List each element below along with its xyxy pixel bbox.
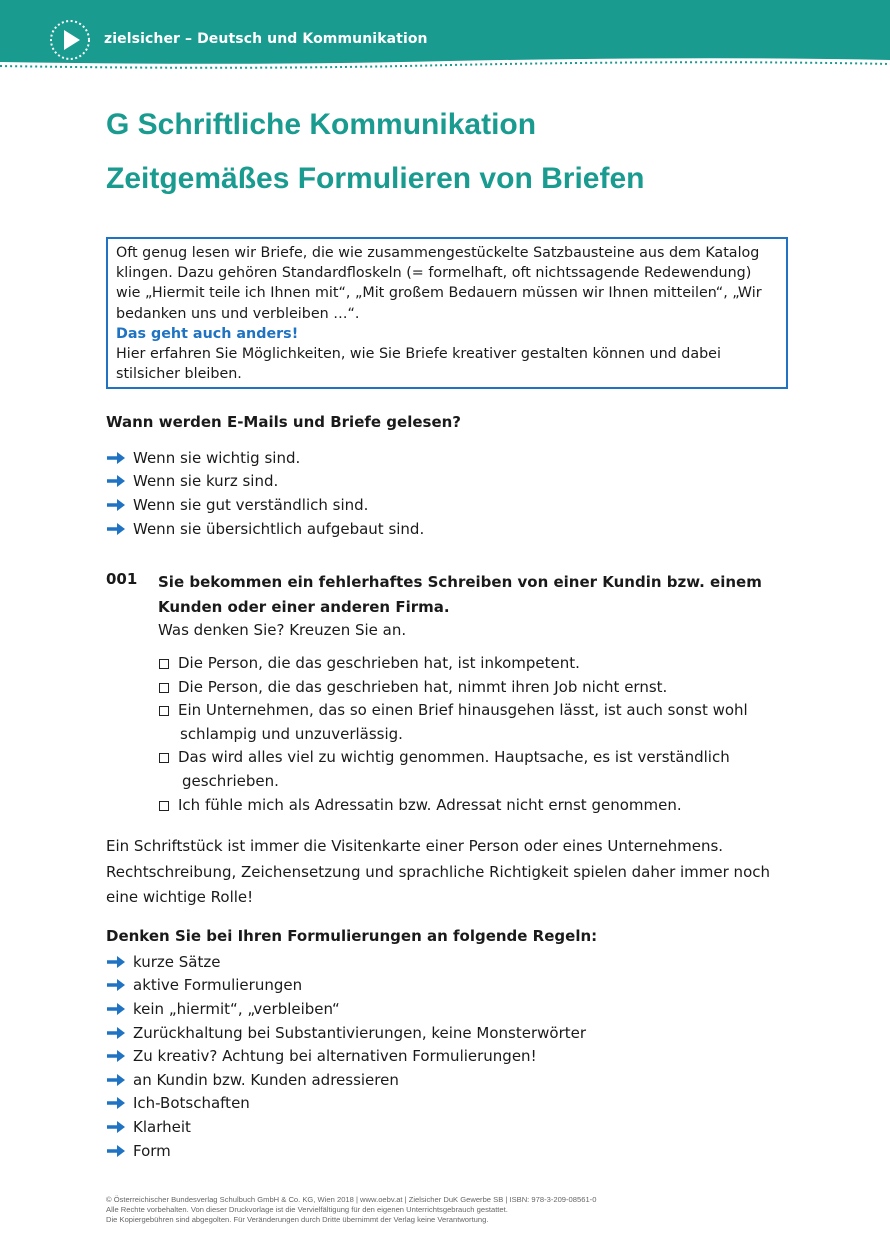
- footer-rights: Alle Rechte vorbehalten. Von dieser Druckvorlage ist die Vervielfältigung für den eigenen Unterrichtsgebrauch gestattet.: [106, 1205, 508, 1214]
- intro-box: [106, 237, 788, 389]
- list-item: kein „hiermit“, „verbleiben“: [106, 997, 586, 1021]
- statement-paragraph: Ein Schriftstück ist immer die Visitenkarte einer Person oder eines Unternehmens. Rechtschreibung, Zeichensetzung und sprachliche Richtigkeit spielen daher immer noch eine wichtige Rolle!: [106, 837, 770, 906]
- rules-list: [106, 950, 586, 1162]
- list-item: Wenn sie übersichtlich aufgebaut sind.: [106, 517, 424, 541]
- arrow-right-icon: [106, 451, 126, 465]
- arrow-right-icon: [106, 955, 126, 969]
- footer: [106, 1195, 806, 1225]
- arrow-right-icon: [106, 498, 126, 512]
- list-item: an Kundin bzw. Kunden adressieren: [106, 1068, 586, 1092]
- list-item: Zu kreativ? Achtung bei alternativen Formulierungen!: [106, 1044, 586, 1068]
- arrow-right-icon: [106, 474, 126, 488]
- footer-disclaimer: Die Kopiergebühren sind abgegolten. Für Veränderungen durch Dritte übernimmt der Verlag keine Verantwortung.: [106, 1215, 489, 1224]
- list-item: aktive Formulierungen: [106, 974, 586, 998]
- task-title: Sie bekommen ein fehlerhaftes Schreiben von einer Kundin bzw. einem Kunden oder einer anderen Firma.: [158, 573, 762, 616]
- option-item[interactable]: Die Person, die das geschrieben hat, nimmt ihren Job nicht ernst.: [158, 676, 778, 700]
- arrow-right-icon: [106, 1002, 126, 1016]
- arrow-right-icon: [106, 1026, 126, 1040]
- chapter-title: G Schriftliche Kommunikation: [106, 108, 537, 141]
- reading-list: [106, 446, 424, 540]
- list-item: Zurückhaltung bei Substantivierungen, keine Monsterwörter: [106, 1021, 586, 1045]
- option-item[interactable]: Ich fühle mich als Adressatin bzw. Adressat nicht ernst genommen.: [158, 794, 778, 818]
- list-item: kurze Sätze: [106, 950, 586, 974]
- reading-heading: Wann werden E-Mails und Briefe gelesen?: [106, 413, 461, 431]
- intro-closing: Hier erfahren Sie Möglichkeiten, wie Sie Briefe kreativer gestalten können und dabei stilsicher bleiben.: [116, 346, 721, 383]
- task-instruction: Was denken Sie? Kreuzen Sie an.: [158, 621, 407, 639]
- intro-highlight: Das geht auch anders!: [116, 325, 299, 342]
- arrow-right-icon: [106, 522, 126, 536]
- arrow-right-icon: [106, 1144, 126, 1158]
- list-item: Wenn sie wichtig sind.: [106, 446, 424, 470]
- footer-copyright: © Österreichischer Bundesverlag Schulbuch GmbH & Co. KG, Wien 2018 | www.oebv.at | Zielsicher DuK Gewerbe SB | ISBN: 978-3-209-08561-0: [106, 1195, 597, 1204]
- play-circle-icon: [49, 19, 91, 61]
- list-item: Wenn sie kurz sind.: [106, 470, 424, 494]
- arrow-right-icon: [106, 1120, 126, 1134]
- option-item[interactable]: Ein Unternehmen, das so einen Brief hinausgehen lässt, ist auch sonst wohl schlampig und unzuverlässig.: [158, 699, 778, 746]
- arrow-right-icon: [106, 1096, 126, 1110]
- checkbox-icon[interactable]: [159, 753, 169, 763]
- intro-paragraph: Oft genug lesen wir Briefe, die wie zusammengestückelte Satzbausteine aus dem Katalog klingen. Dazu gehören Standardfloskeln (= formelhaft, oft nichtssagende Redewendung) wie „Hiermit teile ich Ihnen mit“, „Mit großem Bedauern müssen wir Ihnen mitteilen“, „Wir bedanken uns und verbleiben …“.: [116, 245, 762, 322]
- list-item: Wenn sie gut verständlich sind.: [106, 493, 424, 517]
- task-options: [158, 652, 778, 817]
- option-item[interactable]: Die Person, die das geschrieben hat, ist inkompetent.: [158, 652, 778, 676]
- topic-title: Zeitgemäßes Formulieren von Briefen: [106, 162, 645, 195]
- list-item: Form: [106, 1139, 586, 1163]
- checkbox-icon[interactable]: [159, 659, 169, 669]
- task-number: 001: [106, 570, 138, 588]
- arrow-right-icon: [106, 1049, 126, 1063]
- brand-title: zielsicher – Deutsch und Kommunikation: [104, 31, 428, 47]
- option-item[interactable]: Das wird alles viel zu wichtig genommen. Hauptsache, es ist verständlich geschrieben.: [158, 746, 778, 793]
- arrow-right-icon: [106, 1073, 126, 1087]
- rules-heading: Denken Sie bei Ihren Formulierungen an folgende Regeln:: [106, 927, 598, 945]
- checkbox-icon[interactable]: [159, 706, 169, 716]
- checkbox-icon[interactable]: [159, 683, 169, 693]
- list-item: Ich-Botschaften: [106, 1092, 586, 1116]
- list-item: Klarheit: [106, 1115, 586, 1139]
- checkbox-icon[interactable]: [159, 801, 169, 811]
- arrow-right-icon: [106, 978, 126, 992]
